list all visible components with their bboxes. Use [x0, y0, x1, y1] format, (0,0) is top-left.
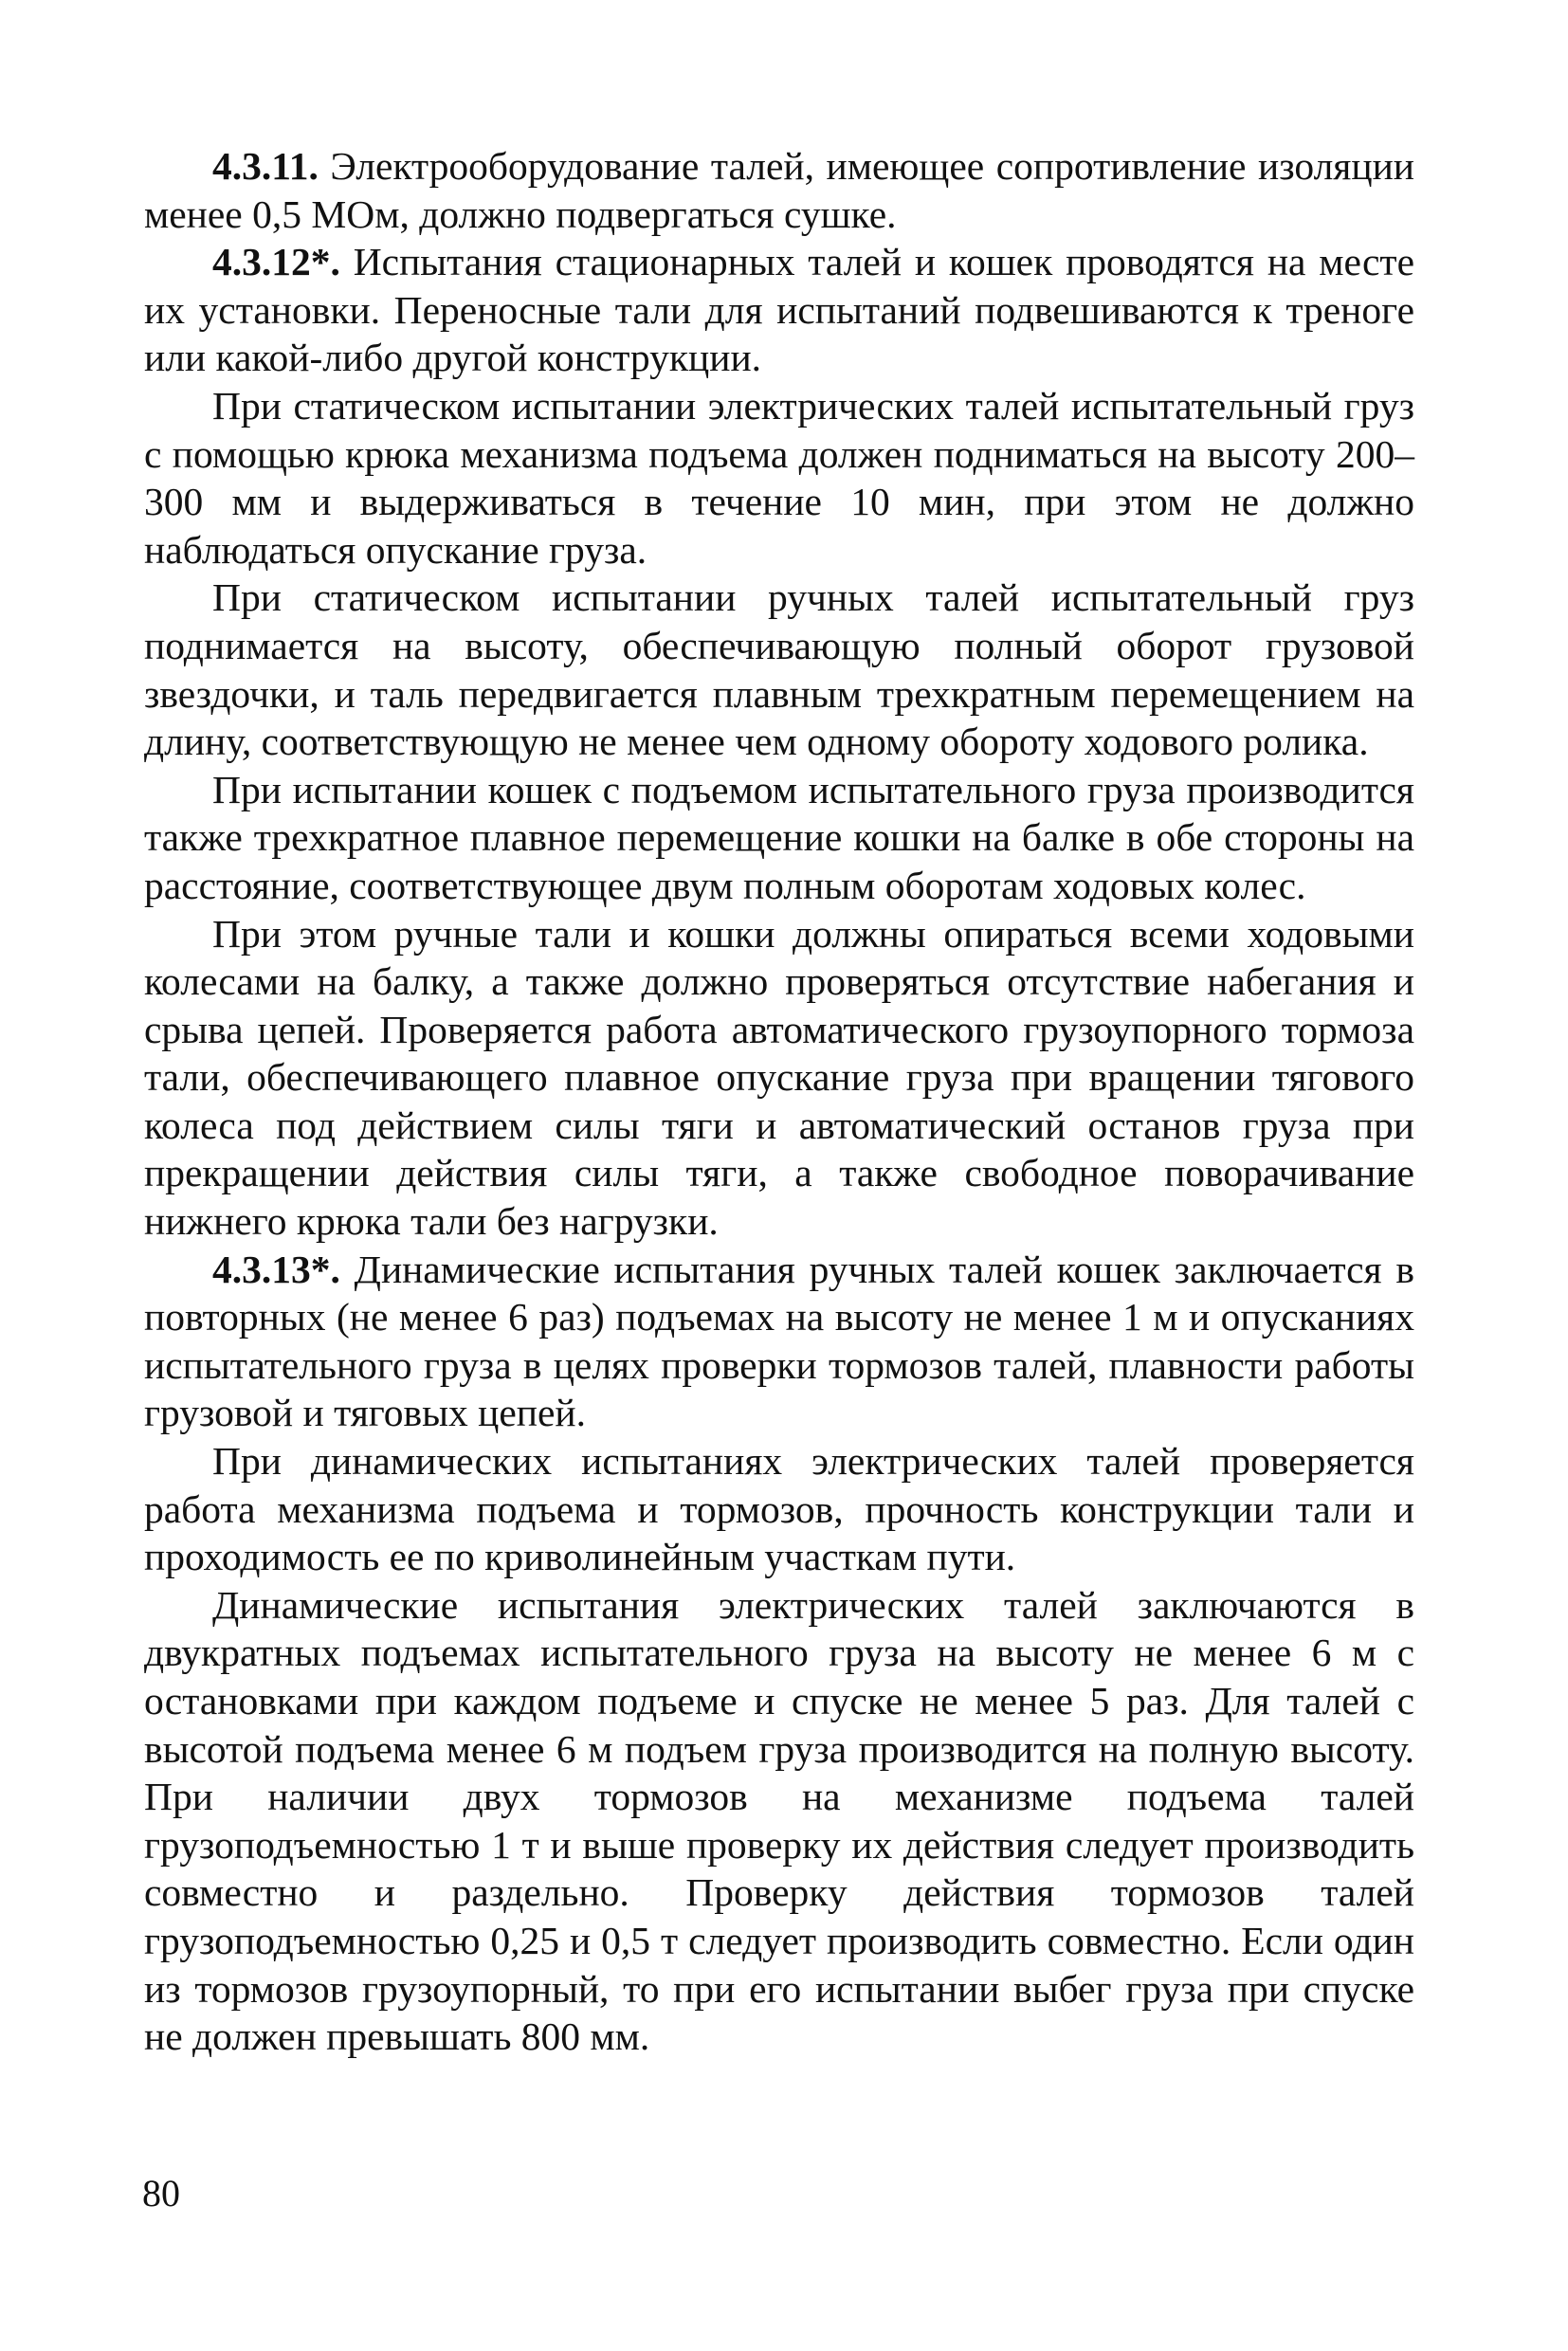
paragraph-dynamic-electric-check [144, 1437, 1414, 1581]
paragraph-4-3-12 [144, 238, 1414, 382]
paragraph-text: Электрооборудование талей, имеющее сопротивление изоляции менее 0,5 МОм, должно подвергаться сушке. [144, 144, 1414, 236]
paragraph-text: Испытания стационарных талей и кошек проводятся на месте их установки. Переносные тали для испытаний подвешиваются к треноге или какой-либо другой конструкции. [144, 240, 1414, 380]
paragraph-text: При статическом испытании ручных талей испытательный груз поднимается на высоту, обеспечивающую полный оборот грузовой звездочки, и таль передвигается плавным трехкратным перемещением на длину, соответствующую не менее чем одному обороту ходового ролика. [144, 575, 1414, 764]
paragraph-static-electric-test [144, 382, 1414, 574]
paragraph-text: При этом ручные тали и кошки должны опираться всеми ходовыми колесами на балку, а также должно проверяться отсутствие набегания и срыва цепей. Проверяется работа автоматического грузоупорного тормоза тали, обеспечивающего плавное опускание груза при вращении тягового колеса под действием силы тяги и автоматический останов груза при прекращении действия силы тяги, а также свободное поворачивание нижнего крюка тали без нагрузки. [144, 911, 1414, 1244]
page-number: 80 [142, 2172, 180, 2214]
paragraph-text: Динамические испытания ручных талей кошек заключается в повторных (не менее 6 раз) подъемах на высоту не менее 1 м и опусканиях испытательного груза в целях проверки тормозов талей, плавности работы грузовой и тяговых цепей. [144, 1247, 1414, 1435]
paragraph-text: При статическом испытании электрических талей испытательный груз с помощью крюка механизма подъема должен подниматься на высоту 200–300 мм и выдерживаться в течение 10 мин, при этом не должно наблюдаться опускание груза. [144, 383, 1414, 572]
clause-number: 4.3.11. [212, 144, 319, 188]
paragraph-text: При испытании кошек с подъемом испытательного груза производится также трехкратное плавное перемещение кошки на балке в обе стороны на расстояние, соответствующее двум полным оборотам ходовых колес. [144, 767, 1414, 907]
paragraph-4-3-13 [144, 1246, 1414, 1437]
clause-number: 4.3.12*. [212, 240, 340, 284]
paragraph-text: При динамических испытаниях электрических талей проверяется работа механизма подъема и тормозов, прочность конструкции тали и проходимость ее по криволинейным участкам пути. [144, 1439, 1414, 1579]
paragraph-trolley-test [144, 766, 1414, 910]
body-text [144, 142, 1414, 2061]
clause-number: 4.3.13*. [212, 1247, 340, 1291]
paragraph-wheels-brake-check [144, 910, 1414, 1246]
paragraph-static-manual-test [144, 574, 1414, 765]
paragraph-dynamic-electric-test [144, 1581, 1414, 2061]
paragraph-text: Динамические испытания электрических талей заключаются в двукратных подъемах испытательного груза на высоту не менее 6 м с остановками при каждом подъеме и спуске не менее 5 раз. Для талей с высотой подъема менее 6 м подъем груза производится на полную высоту. При наличии двух тормозов на механизме подъема талей грузоподъемностью 1 т и выше проверку их действия следует производить совместно и раздельно. Проверку действия тормозов талей грузоподъемностью 0,25 и 0,5 т следует производить совместно. Если один из тормозов грузоупорный, то при его испытании выбег груза при спуске не должен превышать 800 мм. [144, 1582, 1414, 2059]
paragraph-4-3-11 [144, 142, 1414, 238]
